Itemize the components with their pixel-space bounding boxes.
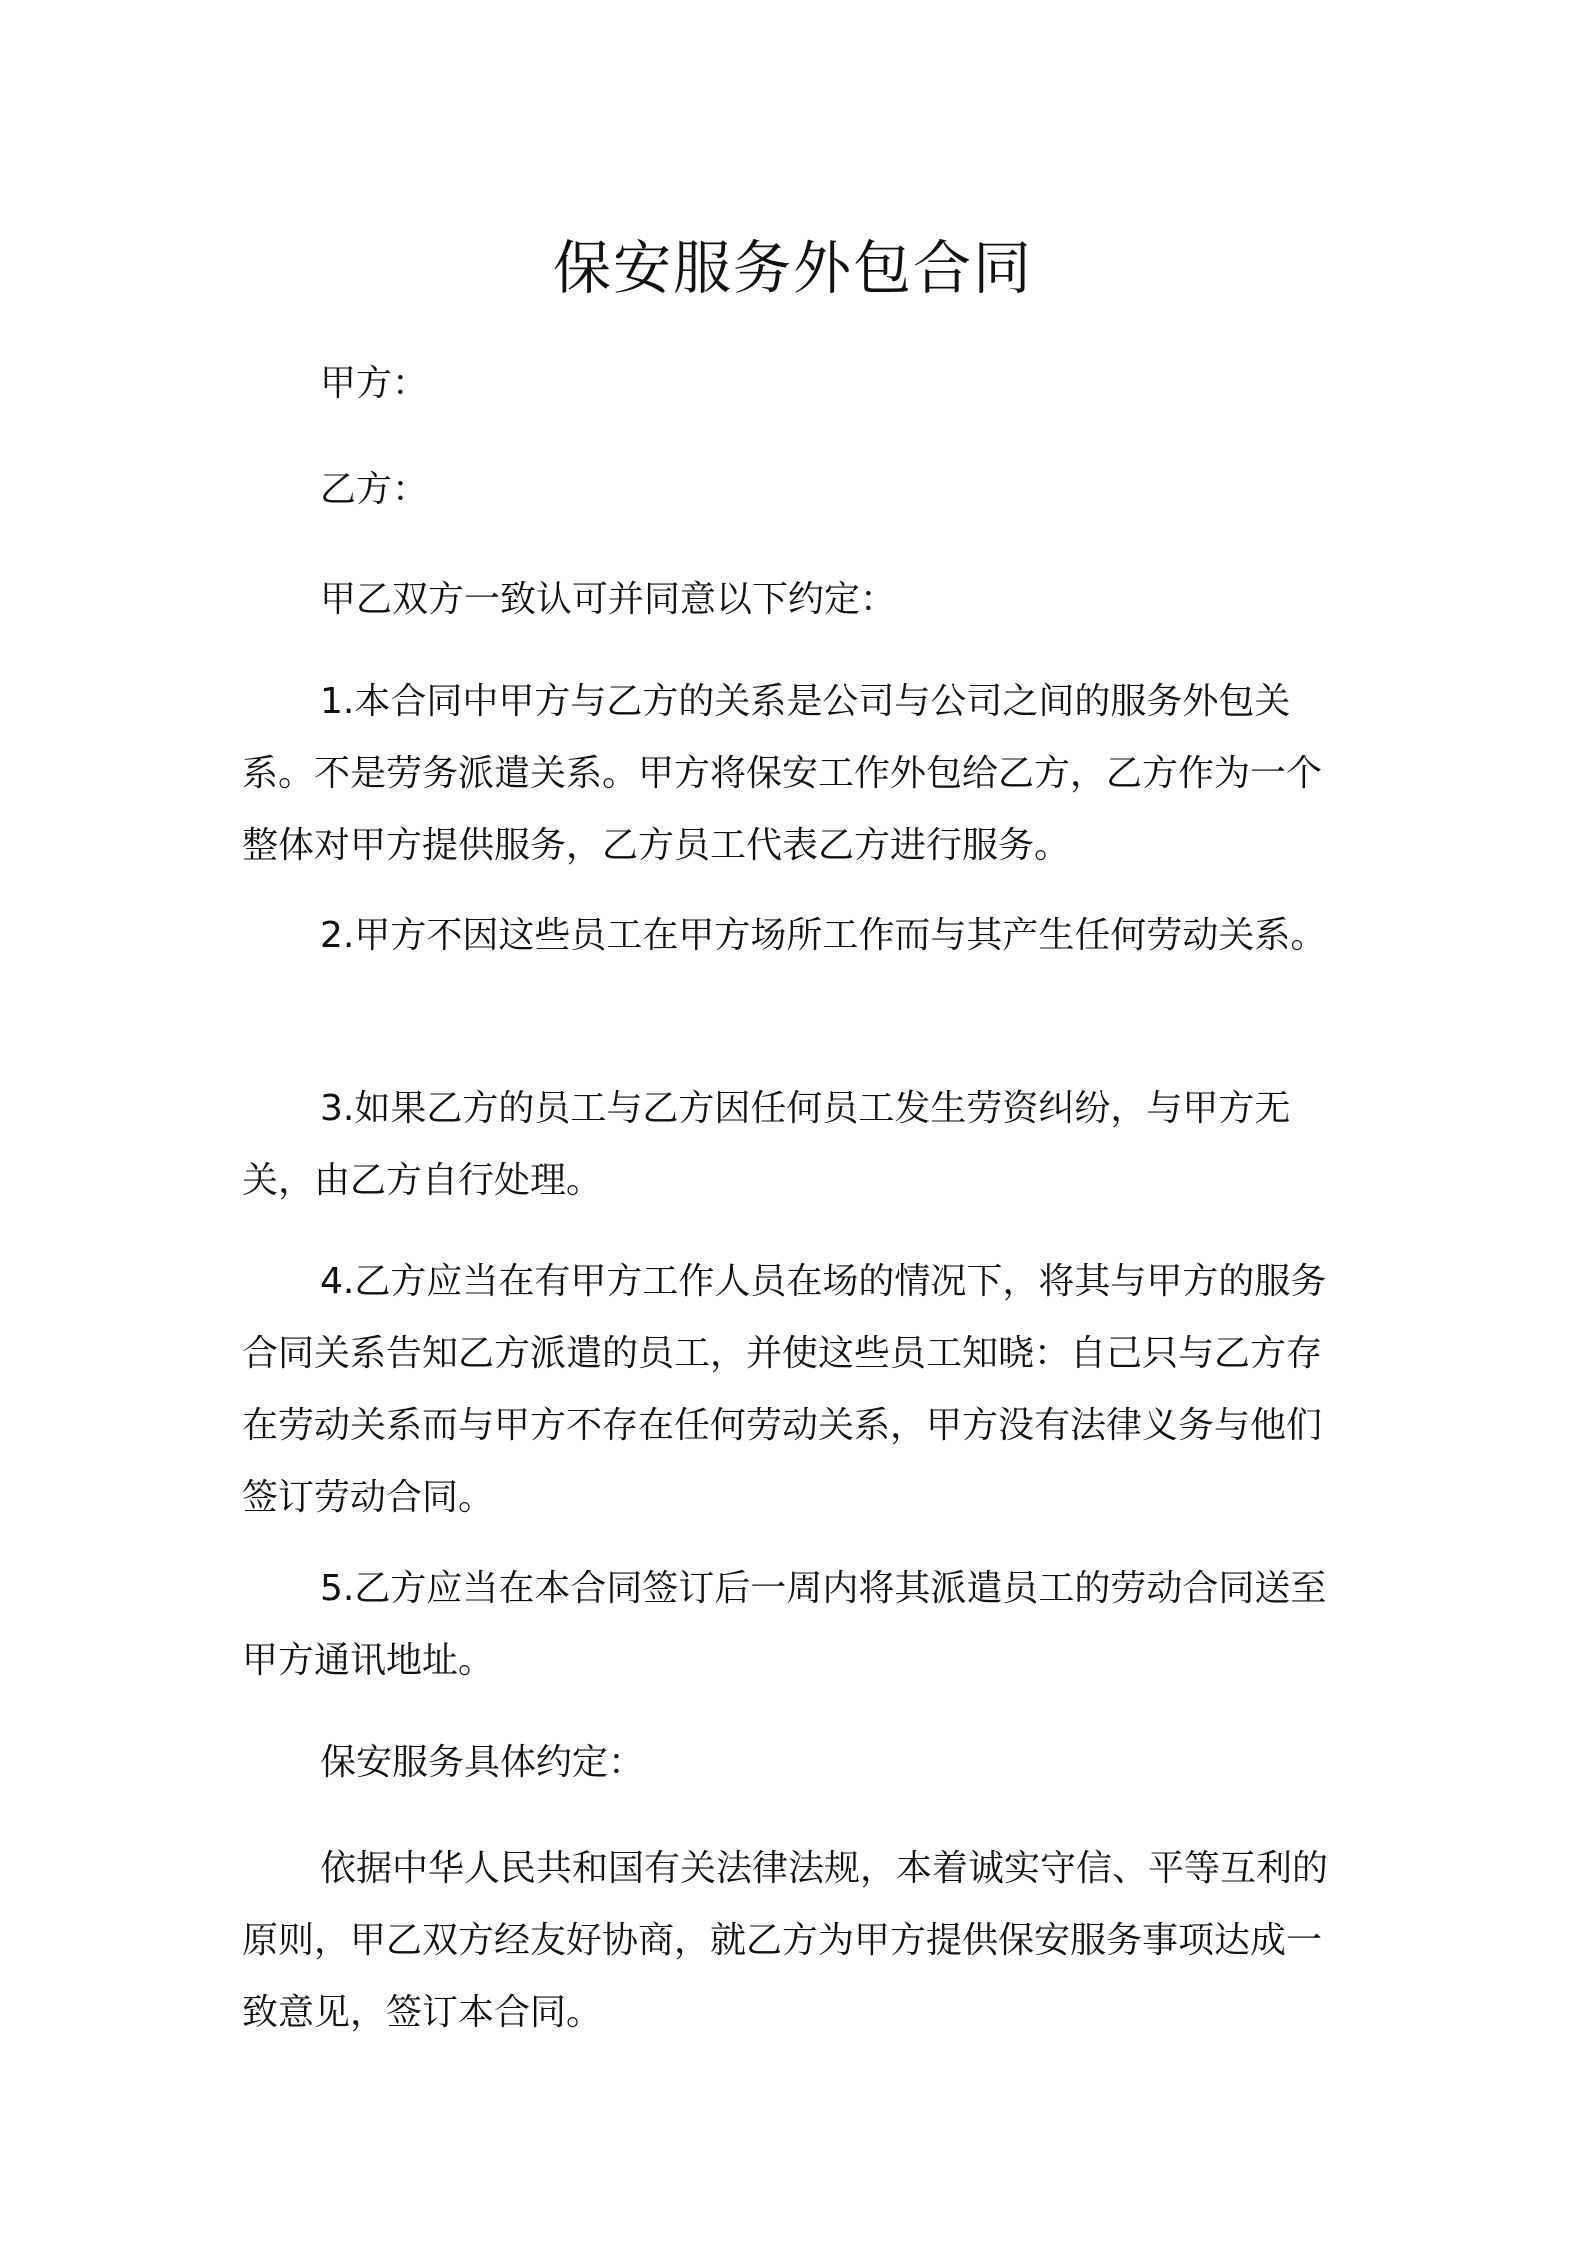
- clause-5: 5.乙方应当在本合同签订后一周内将其派遣员工的劳动合同送至甲方通讯地址。: [242, 1568, 1327, 1681]
- clause-2: 2.甲方不因这些员工在甲方场所工作而与其产生任何劳动关系。: [320, 915, 1327, 956]
- clause-1: 1.本合同中甲方与乙方的关系是公司与公司之间的服务外包关系。不是劳务派遣关系。甲方将保安工作外包给乙方，乙方作为一个整体对甲方提供服务，乙方员工代表乙方进行服务。: [242, 681, 1323, 866]
- preamble-paragraph: 依据中华人民共和国有关法律法规，本着诚实守信、平等互利的原则，甲乙双方经友好协商，就乙方为甲方提供保安服务事项达成一致意见，签订本合同。: [242, 1848, 1329, 2033]
- clause-4: 4.乙方应当在有甲方工作人员在场的情况下，将其与甲方的服务合同关系告知乙方派遣的员工，并使这些员工知晓：自己只与乙方存在劳动关系而与甲方不存在任何劳动关系，甲方没有法律义务与他们签订劳动合同。: [242, 1261, 1327, 1518]
- document-title: 保安服务外包合同: [552, 234, 1033, 302]
- intro-statement: 甲乙双方一致认可并同意以下约定：: [320, 579, 897, 620]
- party-a-label: 甲方：: [320, 363, 429, 404]
- clause-3: 3.如果乙方的员工与乙方因任何员工发生劳资纠纷，与甲方无关，由乙方自行处理。: [242, 1088, 1291, 1201]
- party-b-label: 乙方：: [320, 469, 429, 510]
- section-heading: 保安服务具体约定：: [320, 1742, 645, 1783]
